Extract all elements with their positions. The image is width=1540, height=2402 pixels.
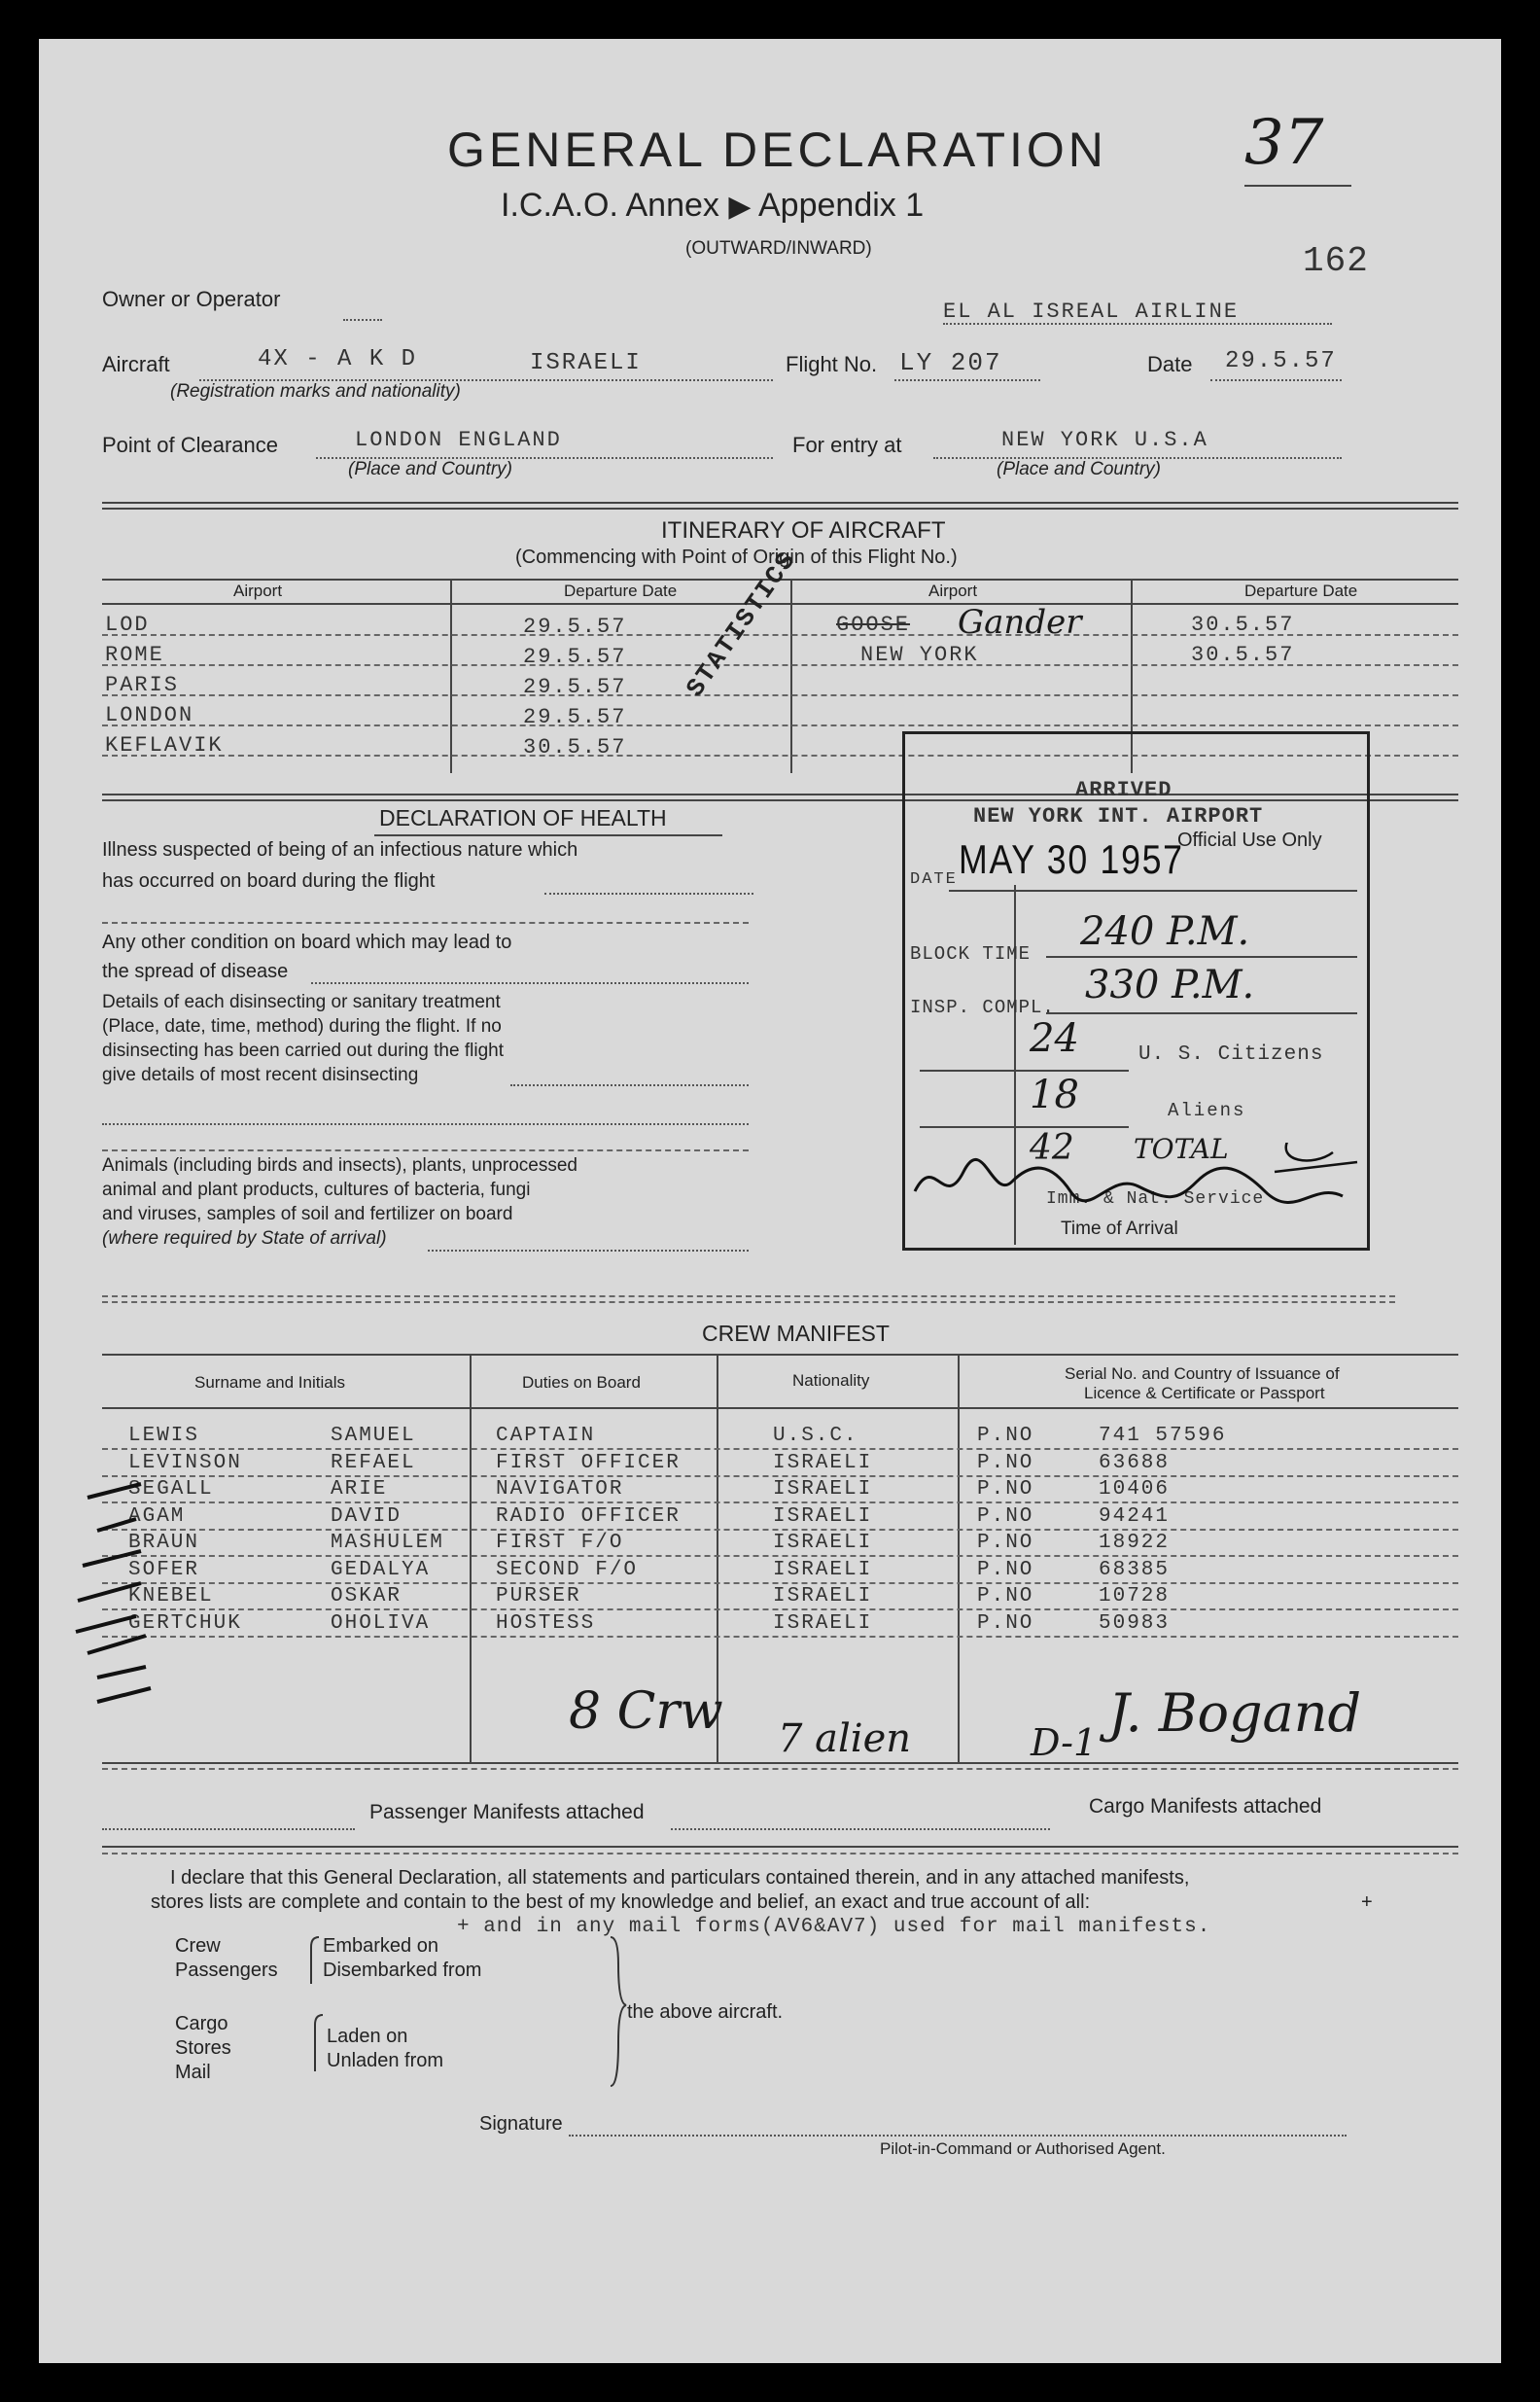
crew-surname: KNEBEL [128, 1585, 214, 1607]
stamp-date-rule [949, 890, 1357, 892]
crew-nationality: ISRAELI [773, 1585, 873, 1607]
stamp-date: MAY 30 1957 [959, 836, 1184, 882]
health-q1-line: Illness suspected of being of an infectious nature which [102, 839, 578, 861]
itinerary-left-airport: KEFLAVIK [105, 733, 224, 758]
crew-duty: RADIO OFFICER [496, 1504, 681, 1528]
itinerary-head-date-left: Departure Date [564, 582, 678, 600]
health-q3-line: disinsecting has been carried out during the flight [102, 1041, 504, 1061]
crew-serial-prefix: P.NO [977, 1451, 1034, 1474]
stamp-block-label: BLOCK TIME [910, 943, 1032, 965]
crew-rule-top2 [102, 1301, 1395, 1303]
crew-row-line [102, 1555, 1458, 1557]
aircraft-label: Aircraft [102, 352, 170, 376]
stamp-date-label: DATE [910, 870, 958, 889]
owner-value: EL AL ISREAL AIRLINE [943, 300, 1240, 324]
entry-label: For entry at [792, 433, 902, 457]
declaration-line-1: I declare that this General Declaration, all statements and particulars contained therein, and in any attached manifests, [170, 1867, 1190, 1889]
stamp-total-count: 42 [1030, 1128, 1074, 1168]
flight-number: LY 207 [899, 348, 1002, 377]
crew-surname: SOFER [128, 1558, 200, 1581]
entry-note: (Place and Country) [997, 459, 1161, 479]
crew-table-bottom [102, 1762, 1458, 1764]
crew-rule-top [102, 1295, 1395, 1297]
crew-serial-prefix: P.NO [977, 1558, 1034, 1581]
crew-serial: 94241 [1099, 1504, 1171, 1528]
crew-surname: BRAUN [128, 1532, 200, 1554]
annex-line [501, 187, 924, 225]
health-q3-line: give details of most recent disinsecting [102, 1065, 419, 1085]
itinerary-head-airport-left: Airport [233, 582, 283, 600]
clearance-value: LONDON ENGLAND [355, 428, 562, 452]
crew-nationality: ISRAELI [773, 1504, 873, 1528]
itinerary-col-2 [790, 579, 792, 773]
crew-duty: FIRST F/O [496, 1532, 624, 1554]
stamp-block-value: 240 P.M. [1080, 909, 1250, 954]
itinerary-left-date: 29.5.57 [523, 705, 627, 729]
crew-duty: SECOND F/O [496, 1558, 639, 1581]
crew-serial: 63688 [1099, 1451, 1171, 1474]
crew-row-line [102, 1529, 1458, 1531]
crew-nationality: ISRAELI [773, 1478, 873, 1501]
stamp-time-label: Time of Arrival [1061, 1219, 1178, 1239]
health-q4-line: Animals (including birds and insects), plants, unprocessed [102, 1155, 578, 1176]
stamp-airport: NEW YORK INT. AIRPORT [973, 804, 1264, 829]
crew-head-serial-2: Licence & Certificate or Passport [1084, 1384, 1325, 1402]
crew-nationality: ISRAELI [773, 1611, 873, 1635]
health-q4-line: and viruses, samples of soil and fertilizer on board [102, 1204, 513, 1224]
crew-row-line [102, 1475, 1458, 1477]
crew-given: MASHULEM [331, 1532, 444, 1554]
owner-label: Owner or Operator [102, 287, 281, 311]
itinerary-rule-top2 [102, 508, 1458, 510]
health-q4-dots [428, 1250, 749, 1252]
stamp-alien-rule [920, 1126, 1129, 1128]
health-q1-line: has occurred on board during the flight [102, 870, 436, 892]
crew-serial: 18922 [1099, 1532, 1171, 1554]
crew-duty: HOSTESS [496, 1611, 596, 1635]
crew-serial-prefix: P.NO [977, 1611, 1034, 1635]
handwritten-d: D-1 [1031, 1721, 1098, 1764]
aircraft-note: (Registration marks and nationality) [170, 381, 461, 402]
health-q3-dots [510, 1084, 749, 1086]
number-underline [1244, 185, 1351, 187]
stamp-signature-scribble [905, 1143, 1367, 1220]
crew-col-3 [958, 1354, 960, 1762]
health-q2-dots [311, 982, 749, 984]
signature-label: Signature [479, 2113, 563, 2135]
health-q4-line: animal and plant products, cultures of bacteria, fungi [102, 1180, 531, 1200]
crew-row-line [102, 1636, 1458, 1638]
crew-serial-prefix: P.NO [977, 1425, 1034, 1447]
entry-value: NEW YORK U.S.A [1001, 428, 1208, 452]
health-q1-dots [544, 893, 753, 895]
itinerary-head-date-right: Departure Date [1244, 582, 1358, 600]
passengers-word: Passengers [175, 1960, 278, 1981]
itinerary-left-airport: LONDON [105, 703, 194, 727]
flight-date: 29.5.57 [1225, 348, 1337, 374]
itinerary-left-date: 29.5.57 [523, 615, 627, 639]
itinerary-header-rule [102, 603, 1458, 605]
declaration-typed-addition: + and in any mail forms(AV6&AV7) used for mail manifests. [457, 1916, 1211, 1938]
crew-serial: 68385 [1099, 1558, 1171, 1581]
crew-row-line [102, 1448, 1458, 1450]
handwritten-crew-count: 8 Crw [569, 1682, 723, 1741]
itinerary-left-date: 30.5.57 [523, 735, 627, 759]
health-q2-line: Any other condition on board which may lead to [102, 932, 512, 953]
flight-dots [894, 379, 1040, 381]
flight-label: Flight No. [786, 352, 878, 376]
stamp-us-label: U. S. Citizens [1138, 1043, 1324, 1066]
crew-row-line [102, 1501, 1458, 1503]
crew-head-name: Surname and Initials [194, 1373, 345, 1392]
itinerary-col-1 [450, 579, 452, 773]
crew-nationality: U.S.C. [773, 1425, 858, 1447]
crew-nationality: ISRAELI [773, 1451, 873, 1474]
itinerary-title: ITINERARY OF AIRCRAFT [661, 517, 946, 544]
above-aircraft-text: the above aircraft. [627, 2001, 784, 2023]
crew-given: OSKAR [331, 1585, 402, 1607]
stamp-alien-label: Aliens [1168, 1100, 1246, 1121]
crew-head-duties: Duties on Board [522, 1373, 641, 1392]
stamp-block-rule [1046, 956, 1357, 958]
crew-row-line [102, 1582, 1458, 1584]
stamp-us-count: 24 [1030, 1016, 1079, 1061]
crew-header-rule [102, 1407, 1458, 1409]
cargo-manifests-label: Cargo Manifests attached [1089, 1795, 1322, 1818]
health-title-underline [374, 834, 722, 836]
declaration-braces [301, 1935, 642, 2091]
itinerary-right-airport: GOOSE [836, 613, 911, 637]
crew-serial-prefix: P.NO [977, 1585, 1034, 1607]
health-title: DECLARATION OF HEALTH [379, 805, 667, 830]
cargo-word: Cargo [175, 2013, 228, 2034]
health-q3-dots2 [102, 1123, 749, 1125]
itinerary-right-date: 30.5.57 [1191, 643, 1295, 667]
crew-serial-prefix: P.NO [977, 1532, 1034, 1554]
crew-duty: NAVIGATOR [496, 1478, 624, 1501]
owner-dots-2 [943, 323, 1332, 325]
crew-given: DAVID [331, 1504, 402, 1528]
crew-nationality: ISRAELI [773, 1532, 873, 1554]
crew-given: OHOLIVA [331, 1611, 431, 1635]
crew-given: ARIE [331, 1478, 388, 1501]
crew-given: GEDALYA [331, 1558, 431, 1581]
manifests-rule-2 [102, 1853, 1458, 1854]
date-label: Date [1147, 352, 1193, 376]
crew-given: REFAEL [331, 1451, 416, 1474]
crew-surname: SEGALL [128, 1478, 214, 1501]
statistics-stamp: STATISTICS [681, 545, 803, 703]
crew-check-marks [58, 1468, 175, 1741]
unladen-word: Unladen from [327, 2050, 444, 2071]
itinerary-row-line [102, 724, 1458, 726]
itinerary-right-airport: NEW YORK [860, 643, 979, 667]
annex-label: I.C.A.O. Annex [501, 187, 719, 224]
stamp-insp-value: 330 P.M. [1085, 963, 1255, 1007]
clearance-note: (Place and Country) [348, 459, 512, 479]
laden-word: Laden on [327, 2026, 408, 2047]
declaration-plus: + [1361, 1891, 1373, 1913]
clearance-label: Point of Clearance [102, 433, 278, 457]
crew-serial: 741 57596 [1099, 1425, 1227, 1447]
declaration-form [39, 39, 1501, 2363]
itinerary-left-airport: PARIS [105, 673, 180, 697]
itinerary-left-date: 29.5.57 [523, 645, 627, 669]
crew-row-line [102, 1608, 1458, 1610]
disembarked-word: Disembarked from [323, 1960, 482, 1981]
passenger-dots [102, 1828, 355, 1830]
crew-word: Crew [175, 1935, 221, 1957]
crew-duty: PURSER [496, 1585, 581, 1607]
health-q4-line: (where required by State of arrival) [102, 1228, 387, 1249]
form-title: GENERAL DECLARATION [447, 123, 1107, 177]
passenger-dots-2 [671, 1828, 1050, 1830]
page-number: 162 [1303, 241, 1369, 281]
crew-title: CREW MANIFEST [702, 1321, 890, 1346]
stamp-service-label: Imm. & Nat. Service [1046, 1189, 1265, 1209]
manifests-rule [102, 1846, 1458, 1848]
crew-serial: 10728 [1099, 1585, 1171, 1607]
crew-duty: CAPTAIN [496, 1425, 596, 1447]
owner-dots-1 [343, 319, 382, 321]
crew-serial-prefix: P.NO [977, 1478, 1034, 1501]
stamp-official: Official Use Only [1177, 830, 1322, 851]
crew-surname: GERTCHUK [128, 1611, 242, 1635]
handwritten-alien-count: 7 alien [778, 1716, 912, 1761]
crew-nationality: ISRAELI [773, 1558, 873, 1581]
aircraft-registration: 4X - A K D [258, 346, 418, 372]
crew-table-top [102, 1354, 1458, 1356]
crew-given: SAMUEL [331, 1425, 416, 1447]
crew-head-serial-1: Serial No. and Country of Issuance of [1065, 1364, 1340, 1383]
stamp-alien-count: 18 [1030, 1073, 1079, 1117]
crew-serial: 50983 [1099, 1611, 1171, 1635]
itinerary-left-airport: ROME [105, 643, 164, 667]
stamp-insp-label: INSP. COMPL. [910, 997, 1055, 1018]
itinerary-right-date: 30.5.57 [1191, 613, 1295, 637]
stamp-insp-rule [1046, 1012, 1357, 1014]
crew-col-1 [470, 1354, 472, 1762]
arrow-icon: ▶ [728, 191, 752, 223]
itinerary-row-line [102, 694, 1458, 696]
health-divider [102, 922, 749, 924]
signature-dots [569, 2135, 1347, 2137]
mail-word: Mail [175, 2062, 211, 2083]
health-q2-line: the spread of disease [102, 961, 289, 982]
stamp-total-label: TOTAL [1134, 1133, 1229, 1165]
health-q3-line: (Place, date, time, method) during the flight. If no [102, 1016, 502, 1037]
itinerary-left-date: 29.5.57 [523, 675, 627, 699]
appendix-label: Appendix 1 [758, 187, 925, 224]
stamp-arrived: ARRIVED [1075, 778, 1172, 802]
crew-table-bottom2 [102, 1768, 1458, 1770]
handwritten-signature: J. Bogand [1108, 1682, 1362, 1744]
aircraft-nationality: ISRAELI [530, 350, 642, 376]
itinerary-rule-top [102, 502, 1458, 504]
crew-surname: LEVINSON [128, 1451, 242, 1474]
date-dots [1210, 379, 1342, 381]
crew-serial-prefix: P.NO [977, 1504, 1034, 1528]
health-q3-line: Details of each disinsecting or sanitary treatment [102, 992, 501, 1012]
crew-surname: LEWIS [128, 1425, 200, 1447]
crew-surname: AGAM [128, 1504, 186, 1528]
itinerary-head-airport-right: Airport [928, 582, 978, 600]
handwritten-number: 37 [1244, 107, 1324, 179]
passenger-manifests-label: Passenger Manifests attached [369, 1801, 645, 1823]
embarked-word: Embarked on [323, 1935, 438, 1957]
stores-word: Stores [175, 2037, 231, 2059]
crew-duty: FIRST OFFICER [496, 1451, 681, 1474]
signatory-label: Pilot-in-Command or Authorised Agent. [880, 2139, 1166, 2158]
declaration-line-2: stores lists are complete and contain to the best of my knowledge and belief, an exact and true account of all: [151, 1891, 1091, 1913]
direction-label: (OUTWARD/INWARD) [685, 238, 872, 259]
itinerary-subtitle: (Commencing with Point of Origin of this Flight No.) [515, 547, 958, 568]
crew-head-nationality: Nationality [792, 1371, 870, 1390]
stamp-us-rule [920, 1070, 1129, 1072]
health-divider2 [102, 1149, 749, 1151]
crew-serial: 10406 [1099, 1478, 1171, 1501]
itinerary-left-airport: LOD [105, 613, 150, 637]
itinerary-right-handwritten: Gander [958, 603, 1082, 642]
arrival-stamp-box [902, 731, 1370, 1251]
